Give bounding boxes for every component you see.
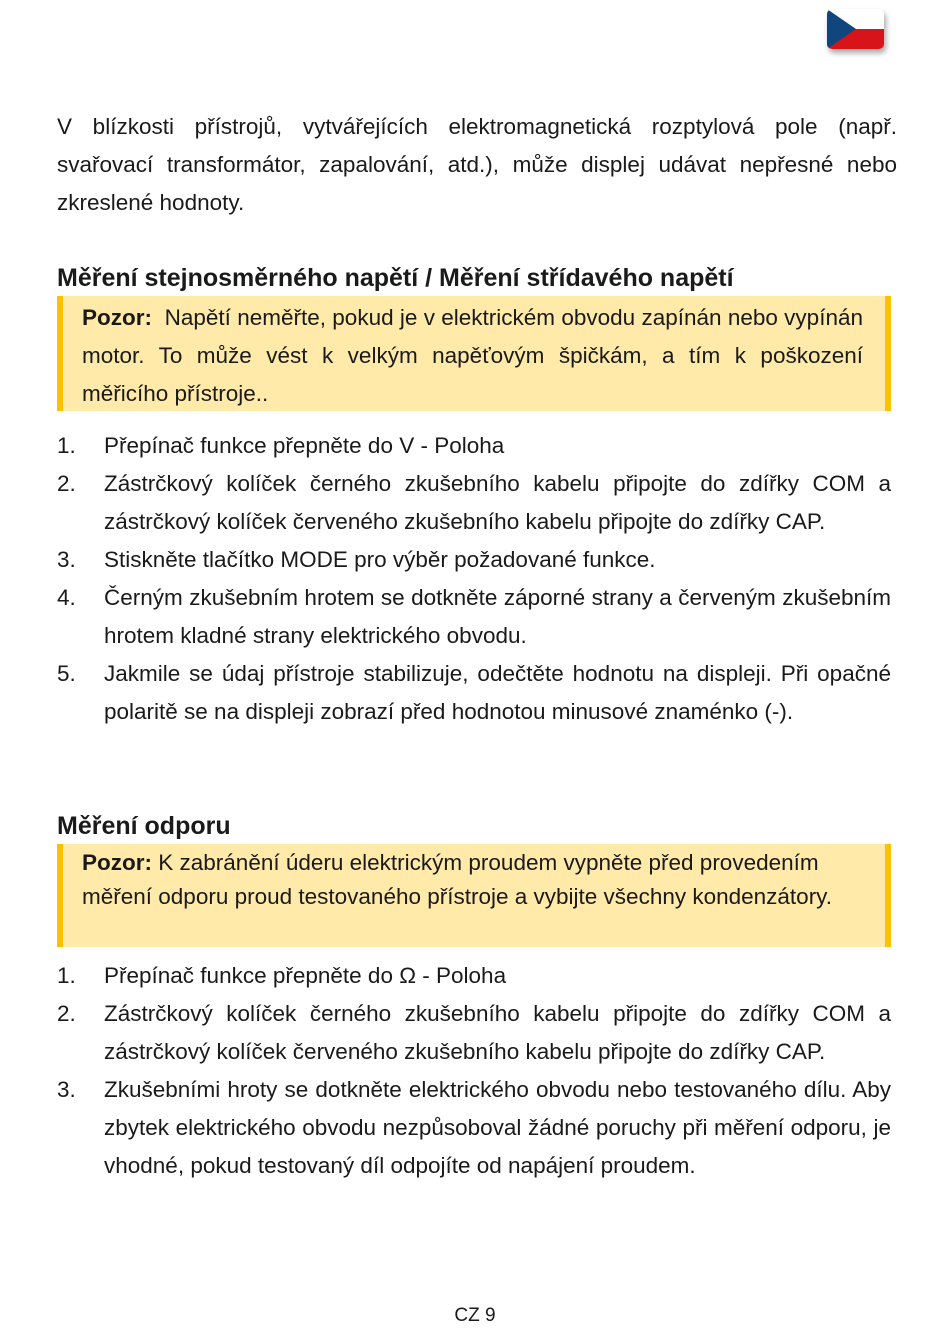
list-item: 2. Zástrčkový kolíček černého zkušebního kabelu připojte do zdířky COM a zástrčkový kolíček červeného zkušebního kabelu připojte do zdířky CAP. — [57, 1001, 891, 1064]
list-item: 5. Jakmile se údaj přístroje stabilizuje, odečtěte hodnotu na displeji. Při opačné polaritě se na displeji zobrazí před hodnotou minusové znaménko (-). — [57, 661, 891, 724]
list-item: 1. Přepínač funkce přepněte do V - Poloha — [57, 433, 505, 458]
list-item: 2. Zástrčkový kolíček černého zkušebního kabelu připojte do zdířky COM a zástrčkový kolíček červeného zkušebního kabelu připojte do zdířky CAP. — [57, 471, 891, 534]
steps-list-voltage — [57, 427, 891, 731]
warning-box-resistance — [57, 844, 891, 947]
list-item: 3. Stiskněte tlačítko MODE pro výběr požadované funkce. — [57, 547, 656, 572]
intro-paragraph: V blízkosti přístrojů, vytvářejících elektromagnetická rozptylová pole (např. svařovací transformátor, zapalování, atd.), může displej udávat nepřesné nebo zkreslené hodnoty. — [57, 114, 897, 215]
section-heading-resistance: Měření odporu — [57, 812, 231, 840]
page-number: CZ 9 — [454, 1305, 496, 1326]
section-heading-voltage: Měření stejnosměrného napětí / Měření střídavého napětí — [57, 264, 734, 292]
warning-text: Napětí neměřte, pokud je v elektrickém obvodu zapínán nebo vypínán motor. To může vést k velkým napěťovým špičkám, a tím k poškození měřicího přístroje.. — [82, 305, 863, 406]
list-item: 3. Zkušebními hroty se dotkněte elektrického obvodu nebo testovaného dílu. Aby zbytek elektrického obvodu nezpůsoboval žádné poruchy při měření odporu, je vhodné, pokud testovaný díl odpojíte od napájení proudem. — [57, 1077, 891, 1178]
warning-label: Pozor: — [82, 850, 152, 875]
warning-label: Pozor: — [82, 305, 152, 330]
list-item: 4. Černým zkušebním hrotem se dotkněte záporné strany a červeným zkušebním hrotem kladné strany elektrického obvodu. — [57, 585, 891, 648]
warning-text: K zabránění úderu elektrickým proudem vypněte před provedením měření odporu proud testovaného přístroje a vybijte všechny kondenzátory. — [82, 850, 833, 909]
list-item: 1. Přepínač funkce přepněte do Ω - Poloha — [57, 963, 507, 988]
warning-box-voltage — [57, 296, 891, 411]
czech-flag-icon — [827, 9, 884, 49]
steps-list-resistance — [57, 957, 891, 1185]
